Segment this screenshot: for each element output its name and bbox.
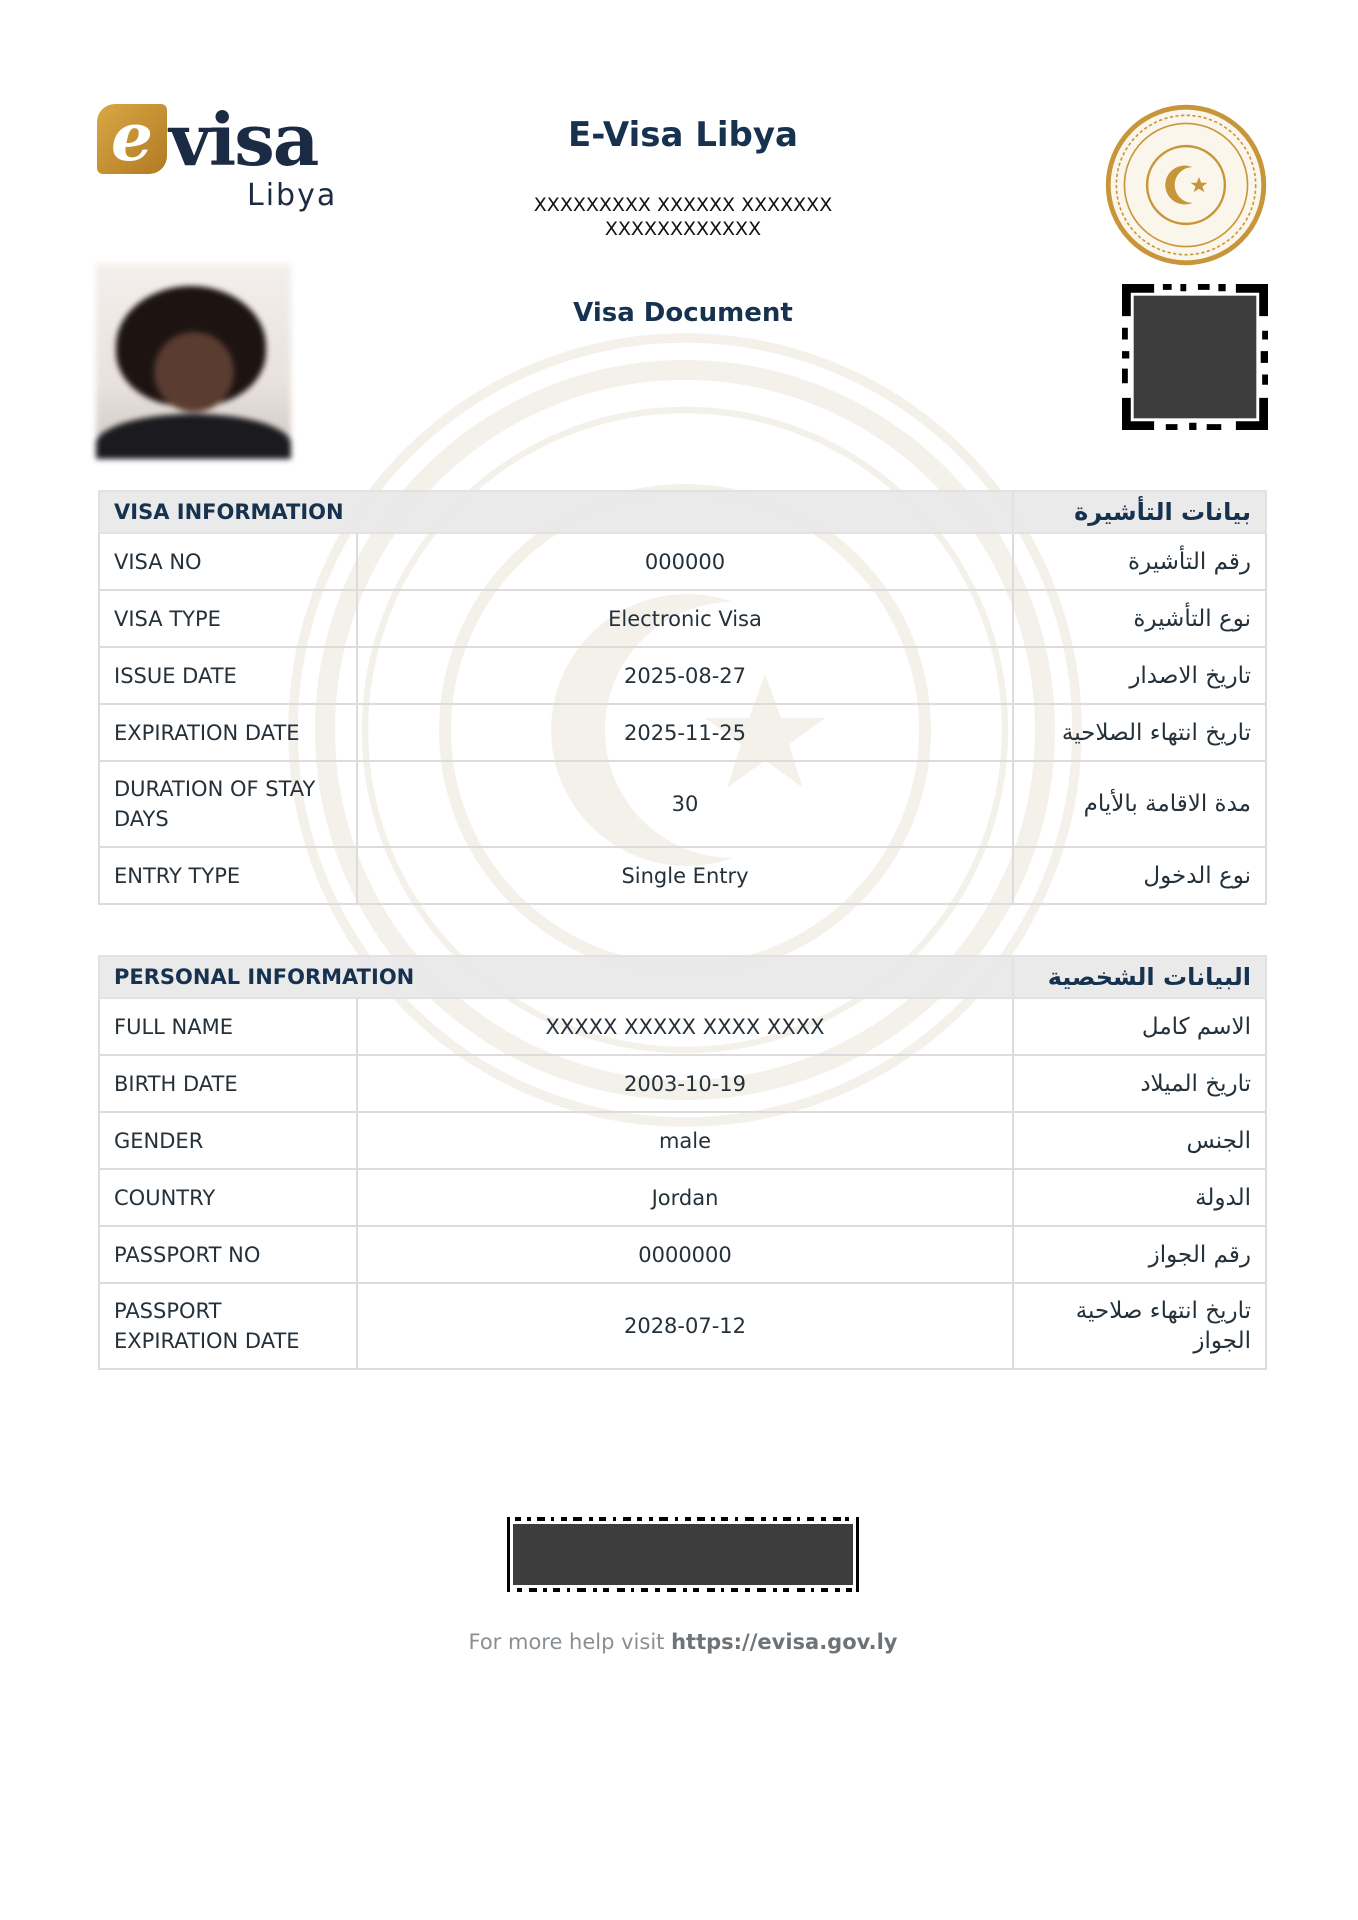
table-row xyxy=(99,533,1266,590)
table-row xyxy=(99,1169,1266,1226)
page-title: E-Visa Libya xyxy=(567,115,798,155)
issuer-subtitle xyxy=(470,193,896,241)
row-value: Electronic Visa xyxy=(357,590,1013,647)
row-label-en: COUNTRY xyxy=(99,1169,357,1226)
table-row xyxy=(99,590,1266,647)
row-label-ar: رقم الجواز xyxy=(1013,1226,1266,1283)
row-label-ar: مدة الاقامة بالأيام xyxy=(1013,761,1266,847)
table-row xyxy=(99,647,1266,704)
row-label-en: PASSPORT NO xyxy=(99,1226,357,1283)
row-label-en: BIRTH DATE xyxy=(99,1055,357,1112)
row-value: 2028-07-12 xyxy=(357,1283,1013,1369)
help-text: For more help visit xyxy=(468,1630,665,1654)
table-row xyxy=(99,1055,1266,1112)
personal-information-table xyxy=(98,955,1267,1370)
row-label-ar: نوع التأشيرة xyxy=(1013,590,1266,647)
visa-information-heading-ar: بيانات التأشيرة xyxy=(1013,491,1266,533)
help-footer xyxy=(300,1630,1066,1654)
table-row xyxy=(99,847,1266,904)
personal-information-heading-ar: البيانات الشخصية xyxy=(1013,956,1266,998)
row-value: XXXXX XXXXX XXXX XXXX xyxy=(357,998,1013,1055)
logo-libya-wordmark: Libya xyxy=(247,178,338,213)
table-row xyxy=(99,761,1266,847)
row-value: Single Entry xyxy=(357,847,1013,904)
help-link[interactable]: https://evisa.gov.ly xyxy=(671,1630,898,1654)
document-title: Visa Document xyxy=(573,298,793,328)
row-label-ar: الدولة xyxy=(1013,1169,1266,1226)
table-row xyxy=(99,1283,1266,1369)
row-label-en: PASSPORT EXPIRATION DATE xyxy=(99,1283,357,1369)
subtitle-line-1: XXXXXXXXX XXXXXX XXXXXXX xyxy=(533,194,833,216)
row-value: 0000000 xyxy=(357,1226,1013,1283)
visa-information-header xyxy=(99,491,1266,533)
row-value: 2025-11-25 xyxy=(357,704,1013,761)
row-label-en: FULL NAME xyxy=(99,998,357,1055)
row-value: 30 xyxy=(357,761,1013,847)
row-value: Jordan xyxy=(357,1169,1013,1226)
personal-information-heading-en: PERSONAL INFORMATION xyxy=(99,956,1013,998)
row-label-ar: الجنس xyxy=(1013,1112,1266,1169)
row-label-ar: تاريخ انتهاء الصلاحية xyxy=(1013,704,1266,761)
table-row xyxy=(99,1112,1266,1169)
table-row xyxy=(99,998,1266,1055)
row-label-en: VISA NO xyxy=(99,533,357,590)
qr-code-icon xyxy=(1122,284,1268,430)
row-label-ar: رقم التأشيرة xyxy=(1013,533,1266,590)
row-value: 2003-10-19 xyxy=(357,1055,1013,1112)
visa-information-heading-en: VISA INFORMATION xyxy=(99,491,1013,533)
row-label-en: EXPIRATION DATE xyxy=(99,704,357,761)
applicant-photo xyxy=(96,264,291,459)
row-label-ar: تاريخ الميلاد xyxy=(1013,1055,1266,1112)
row-label-ar: تاريخ الاصدار xyxy=(1013,647,1266,704)
table-row xyxy=(99,704,1266,761)
row-value: 2025-08-27 xyxy=(357,647,1013,704)
libya-state-seal-icon xyxy=(1105,104,1267,266)
row-label-en: VISA TYPE xyxy=(99,590,357,647)
evisa-logo xyxy=(97,97,342,216)
personal-information-header xyxy=(99,956,1266,998)
row-label-ar: نوع الدخول xyxy=(1013,847,1266,904)
row-label-en: GENDER xyxy=(99,1112,357,1169)
barcode-icon xyxy=(507,1517,859,1592)
logo-visa-wordmark: visa xyxy=(169,97,318,182)
row-label-en: ISSUE DATE xyxy=(99,647,357,704)
subtitle-line-2: XXXXXXXXXXXX xyxy=(604,218,762,240)
row-value: male xyxy=(357,1112,1013,1169)
row-label-en: ENTRY TYPE xyxy=(99,847,357,904)
row-value: 000000 xyxy=(357,533,1013,590)
logo-e-mark: e xyxy=(97,104,167,174)
table-row xyxy=(99,1226,1266,1283)
row-label-ar: الاسم كامل xyxy=(1013,998,1266,1055)
row-label-ar: تاريخ انتهاء صلاحية الجواز xyxy=(1013,1283,1266,1369)
row-label-en: DURATION OF STAY DAYS xyxy=(99,761,357,847)
visa-information-table xyxy=(98,490,1267,905)
